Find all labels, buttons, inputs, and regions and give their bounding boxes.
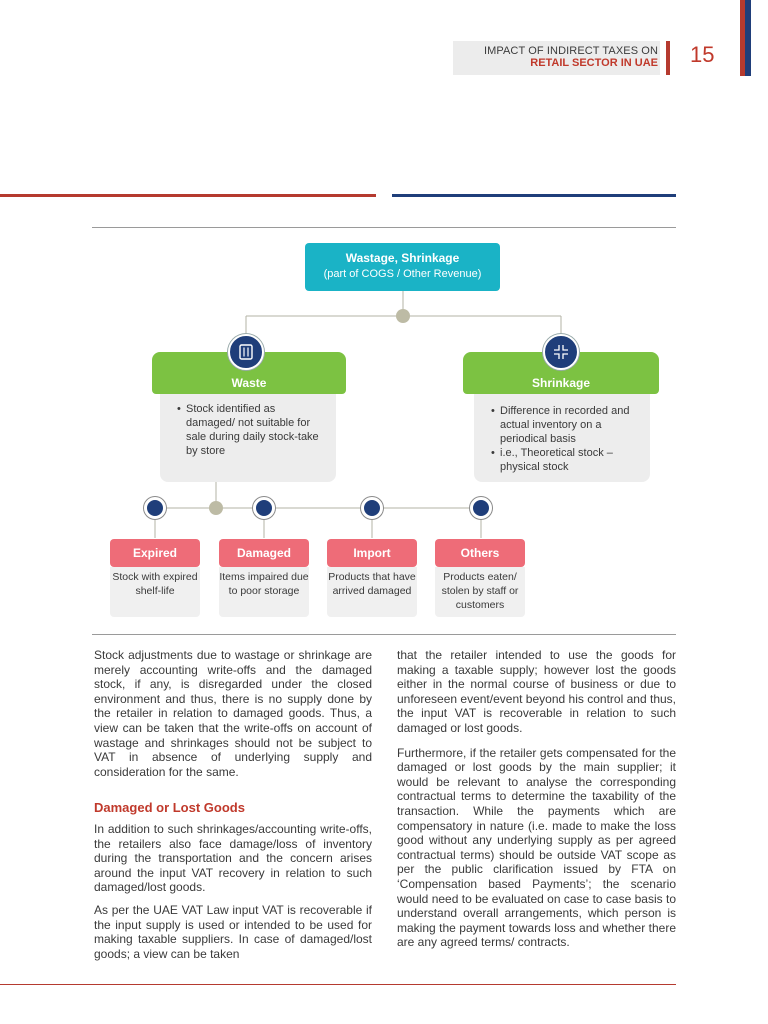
arrows-shrink-icon xyxy=(543,334,579,370)
paragraph: Furthermore, if the retailer gets compensated for the damaged or lost goods by the main supplier; it would be relevant to analyse the corresponding contractual terms to determine the taxability of the transaction. While the payments which are compensatory in nature (i.e. made to make the loss good without any underlying supply as per agreed contractual terms) should be outside VAT scope as per the public clarification issued by FTA on ‘Compensation based Payments’; the scenario would need to be evaluated on case to case basis to understand overall arrangements, which person is making the payment towards loss and whether there are any agreed terms/ contracts. xyxy=(397,745,676,950)
waste-title: Waste xyxy=(231,376,267,390)
node-dot-damaged xyxy=(253,497,275,519)
section-heading: Damaged or Lost Goods xyxy=(94,800,245,816)
waste-description xyxy=(160,392,336,482)
category-damaged xyxy=(219,539,309,617)
shrinkage-bullet: • Difference in recorded and actual inventory on a periodical basis xyxy=(500,404,640,446)
category-desc: Products eaten/ stolen by staff or customers xyxy=(435,567,525,617)
category-title: Expired xyxy=(110,539,200,567)
waste-bullet: • Stock identified as damaged/ not suitable for sale during daily stock-take by store xyxy=(186,402,326,458)
root-subtitle: (part of COGS / Other Revenue) xyxy=(323,268,482,280)
category-title: Import xyxy=(327,539,417,567)
category-desc: Items impaired due to poor storage xyxy=(219,567,309,617)
page-number: 15 xyxy=(690,42,715,67)
category-desc: Products that have arrived damaged xyxy=(327,567,417,617)
junction-dot xyxy=(209,501,223,515)
footer-rule xyxy=(0,984,676,985)
paragraph: Stock adjustments due to wastage or shrinkage are merely accounting write-offs and the damaged stock, if any, is disregarded under the closed environment and thus, there is no supply done by the retailer in relation to damaged goods. Thus, a view can be taken that the write-offs on account of wastage and shrinkages should not be subject to VAT in absence of underlying supply and consideration for the same. xyxy=(94,648,372,779)
root-title: Wastage, Shrinkage xyxy=(345,251,460,265)
paragraph: that the retailer intended to use the goods for making a taxable supply; however lost the goods either in the normal course of business or due to unforeseen event/event beyond his control and thus, the input VAT is recoverable in relation to such damaged or lost goods. xyxy=(397,648,676,735)
trash-bin-icon xyxy=(228,334,264,370)
header-title-line2: RETAIL SECTOR IN UAE xyxy=(530,57,658,69)
category-expired xyxy=(110,539,200,617)
right-column xyxy=(397,648,676,958)
category-import xyxy=(327,539,417,617)
category-desc: Stock with expired shelf-life xyxy=(110,567,200,617)
root-node xyxy=(305,243,500,291)
shrinkage-description xyxy=(474,392,650,482)
paragraph: As per the UAE VAT Law input VAT is recoverable if the input supply is used or intended to be used for making taxable suppliers. In case of damaged/lost goods; a view can be taken xyxy=(94,902,372,961)
junction-dot xyxy=(396,309,410,323)
shrinkage-bullet: • i.e., Theoretical stock – physical stock xyxy=(500,446,640,474)
category-title: Damaged xyxy=(219,539,309,567)
node-dot-others xyxy=(470,497,492,519)
node-dot-expired xyxy=(144,497,166,519)
shrinkage-title: Shrinkage xyxy=(531,376,591,390)
category-others xyxy=(435,539,525,617)
paragraph: In addition to such shrinkages/accounting write-offs, the retailers also face damage/loss of inventory during the transportation and the concern arises around the input VAT recovery in relation to such damaged/lost goods. xyxy=(94,821,372,895)
node-dot-import xyxy=(361,497,383,519)
category-title: Others xyxy=(435,539,525,567)
header-title-line1: IMPACT OF INDIRECT TAXES ON xyxy=(483,45,658,57)
left-column xyxy=(94,648,372,969)
